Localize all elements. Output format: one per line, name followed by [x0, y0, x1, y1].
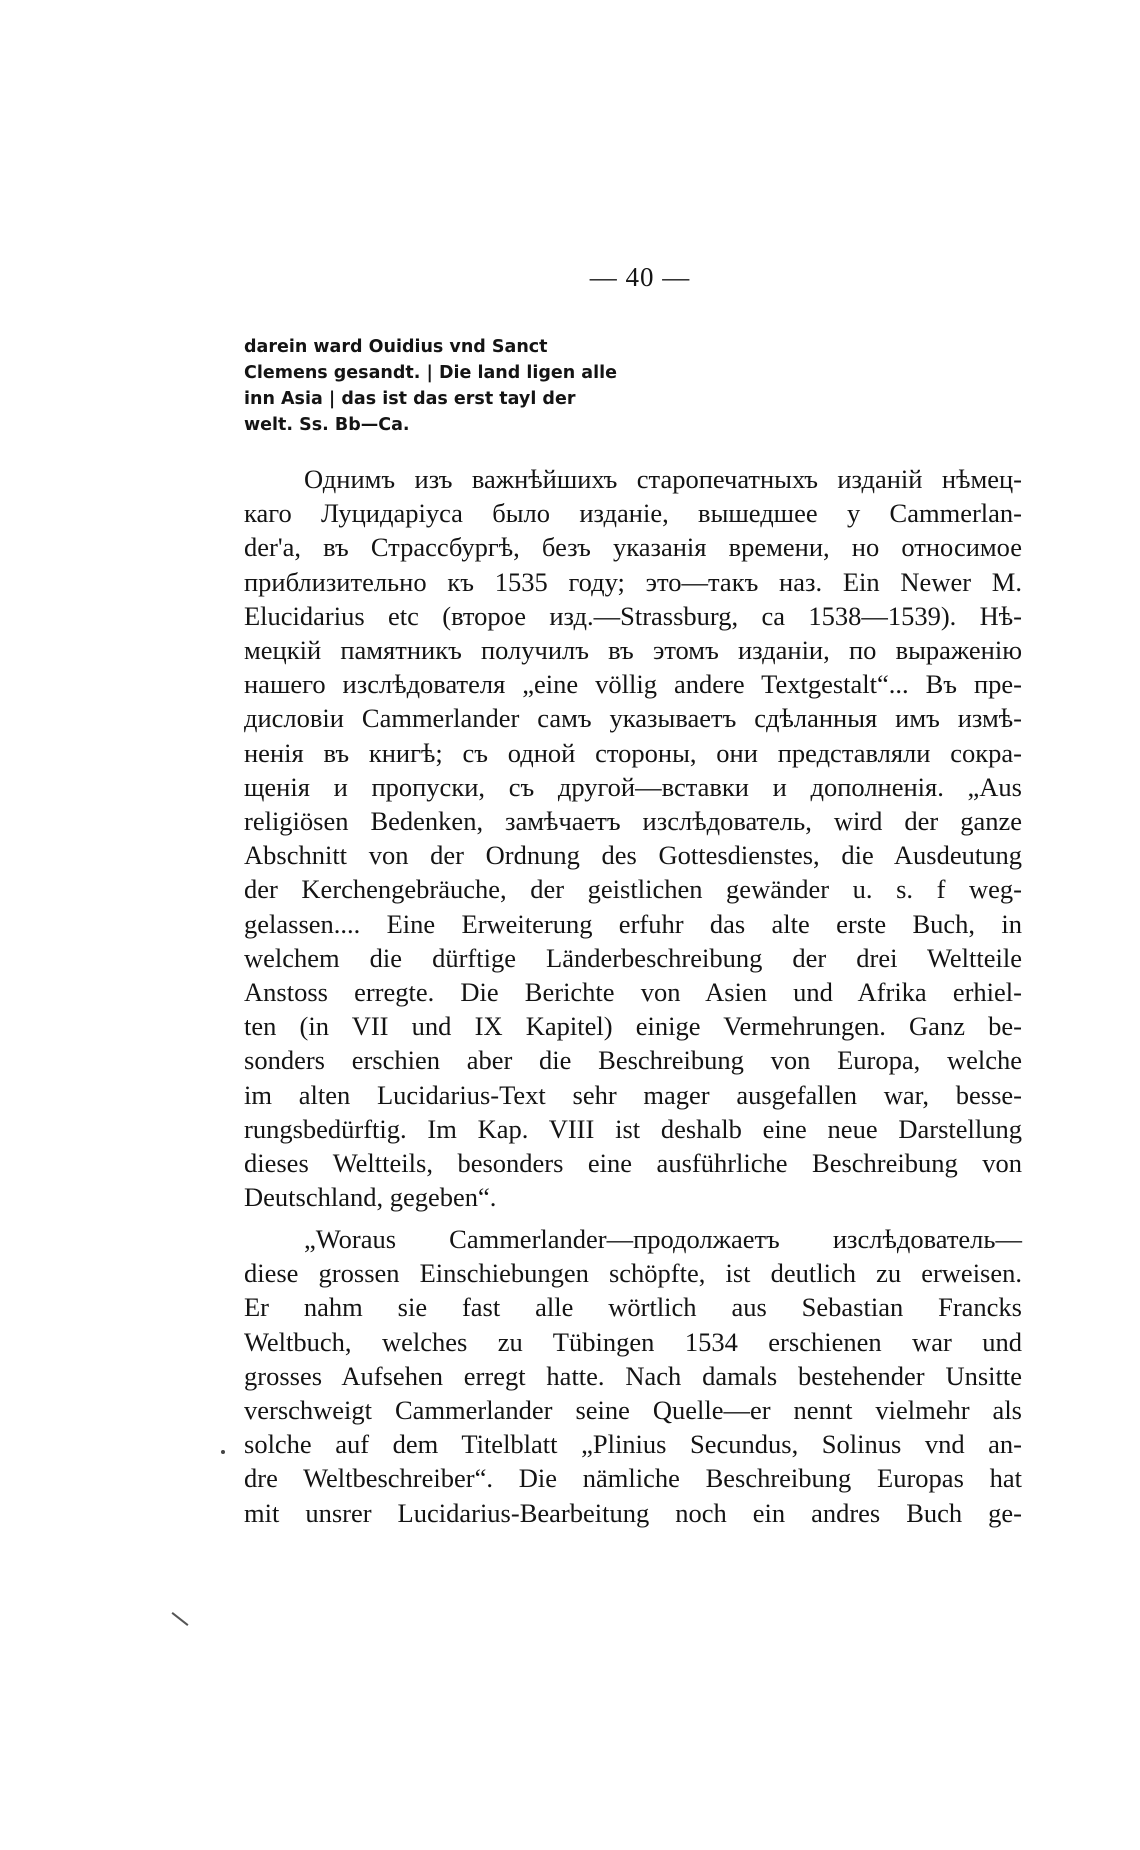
- text-line: Abschnitt von der Ordnung des Gottesdienstes, die Ausdeutung: [244, 840, 1022, 871]
- text-line: der Kerchengebräuche, der geistlichen gewänder u. s. f weg-: [244, 874, 1022, 905]
- text-line: ten (in VII und IX Kapitel) einige Vermehrungen. Ganz be-: [244, 1011, 1022, 1042]
- text-line: im alten Lucidarius-Text sehr mager ausgefallen war, besse-: [244, 1079, 1022, 1110]
- text-line: каго Луцидаріуса было изданіе, вышедшее у Cammerlan-: [244, 498, 1022, 529]
- text-line: der'a, въ Страссбургѣ, безъ указанія времени, но относимое: [244, 532, 1022, 563]
- page-number: — 40 —: [589, 262, 691, 292]
- text-line: solche auf dem Titelblatt „Plinius Secundus, Solinus vnd an-: [244, 1429, 1022, 1460]
- text-line: Deutschland, gegeben“.: [244, 1182, 497, 1213]
- text-line: щенія и пропуски, съ другой—вставки и дополненія. „Aus: [244, 771, 1022, 802]
- text-line: приблизительно къ 1535 году; это—такъ наз. Ein Newer M.: [244, 566, 1022, 597]
- quote-line: Clemens gesandt. | Die land ligen alle: [244, 363, 617, 383]
- text-line: мецкій памятникъ получилъ въ этомъ изданіи, по выраженію: [244, 635, 1022, 666]
- quoted-passage: [244, 334, 624, 438]
- text-line: diese grossen Einschiebungen schöpfte, ist deutlich zu erweisen.: [244, 1258, 1022, 1289]
- text-line: ненія въ книгѣ; съ одной стороны, они представляли сокра-: [244, 737, 1022, 768]
- quote-line: welt. Ss. Bb—Ca.: [244, 415, 410, 435]
- text-line: gelassen.... Eine Erweiterung erfuhr das alte erste Buch, in: [244, 908, 1022, 939]
- text-line: дисловіи Cammerlander самъ указываетъ сдѣланныя имъ измѣ-: [244, 703, 1022, 734]
- text-line: grosses Aufsehen erregt hatte. Nach damals bestehender Unsitte: [244, 1360, 1022, 1391]
- text-line: Anstoss erregte. Die Berichte von Asien und Afrika erhiel-: [244, 977, 1022, 1008]
- text-line: dre Weltbeschreiber“. Die nämliche Beschreibung Europas hat: [244, 1463, 1022, 1494]
- text-line: Elucidarius etc (второе изд.—Strassburg, ca 1538—1539). Нѣ-: [244, 600, 1022, 631]
- text-line: mit unsrer Lucidarius-Bearbeitung noch ein andres Buch ge-: [244, 1497, 1022, 1528]
- text-line: rungsbedürftig. Im Kap. VIII ist deshalb eine neue Darstellung: [244, 1113, 1022, 1144]
- paragraph-1: [244, 462, 1022, 1214]
- text-line: „Woraus Cammerlander—продолжаетъ изслѣдователь—: [304, 1224, 1022, 1254]
- text-line: dieses Weltteils, besonders eine ausführliche Beschreibung von: [244, 1148, 1022, 1179]
- text-line: нашего изслѣдователя „eine völlig andere Textgestalt“... Въ пре-: [244, 669, 1022, 700]
- text-line: Er nahm sie fast alle wörtlich aus Sebastian Francks: [244, 1292, 1022, 1323]
- quote-line: inn Asia | das ist das erst tayl der: [244, 389, 576, 409]
- margin-mark: [172, 1612, 189, 1626]
- quote-line: darein ward Ouidius vnd Sanct: [244, 337, 548, 357]
- text-line: welchem die dürftige Länderbeschreibung der drei Weltteile: [244, 942, 1022, 973]
- text-line: verschweigt Cammerlander seine Quelle—er nennt vielmehr als: [244, 1395, 1022, 1426]
- text-line: religiösen Bedenken, замѣчаетъ изслѣдователь, wird der ganze: [244, 806, 1022, 837]
- margin-mark: [221, 1450, 225, 1454]
- paragraph-2: [244, 1222, 1022, 1530]
- text-line: sonders erschien aber die Beschreibung von Europa, welche: [244, 1045, 1022, 1076]
- text-line: Weltbuch, welches zu Tübingen 1534 erschienen war und: [244, 1326, 1022, 1357]
- text-line: Однимъ изъ важнѣйшихъ старопечатныхъ изданій нѣмец-: [304, 464, 1022, 494]
